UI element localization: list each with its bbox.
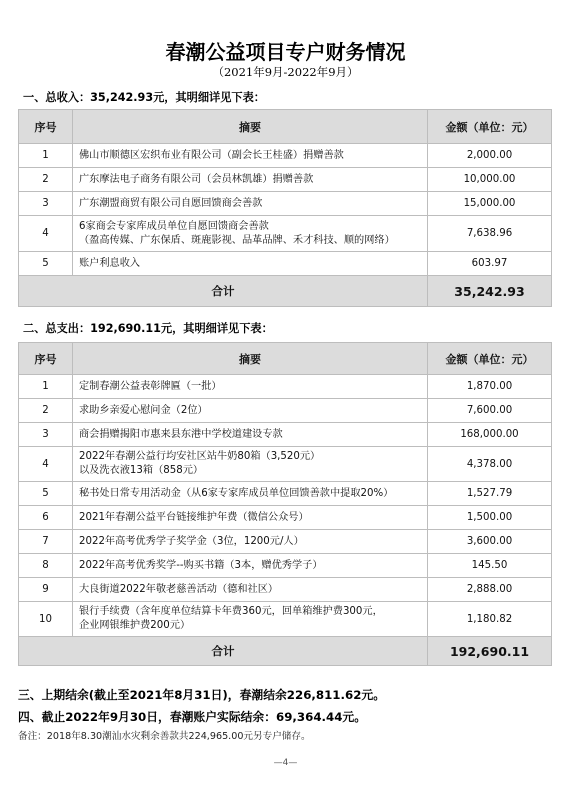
income-row-desc	[73, 192, 428, 216]
expense-row-desc	[73, 506, 428, 530]
income-heading: 一、总收入：35,242.93元，其明细详见下表：	[23, 91, 265, 104]
expense-row-no: 7	[19, 530, 73, 554]
expense-row-desc-line: 2022年高考优秀奖学--购买书籍（3本，赠优秀学子）	[79, 559, 323, 571]
expense-row	[19, 447, 552, 482]
expense-row	[19, 530, 552, 554]
expense-header-amount: 金额（单位：元）	[428, 343, 552, 375]
expense-row-no: 9	[19, 578, 73, 602]
expense-row	[19, 554, 552, 578]
income-header-desc: 摘要	[73, 110, 428, 144]
income-row	[19, 144, 552, 168]
income-header-amount: 金额（单位：元）	[428, 110, 552, 144]
footnote: 备注：2018年8.30潮汕水灾剩余善款共224,965.00元另专户储存。	[18, 731, 311, 742]
income-row-amount: 603.97	[428, 252, 552, 276]
expense-row	[19, 602, 552, 637]
income-row-desc	[73, 252, 428, 276]
expense-row-desc-line: 银行手续费（含年度单位结算卡年费360元，回单箱维护费300元，	[79, 606, 383, 617]
page-title: 春潮公益项目专户财务情况	[165, 40, 406, 64]
income-total-amount: 35,242.93	[428, 276, 552, 307]
expense-row-amount: 4,378.00	[428, 447, 552, 482]
expense-row	[19, 423, 552, 447]
expense-row-no: 1	[19, 375, 73, 399]
expense-row-desc-line: 2022年春潮公益行均安社区站牛奶80箱（3,520元）	[79, 451, 321, 462]
expense-row-desc-line: 以及洗衣液13箱（858元）	[79, 465, 204, 476]
summary-previous-balance: 三、上期结余(截止至2021年8月31日)，春潮结余226,811.62元。	[18, 688, 386, 702]
expense-row-amount: 7,600.00	[428, 399, 552, 423]
expense-row-desc-line: 大良街道2022年敬老慈善活动（德和社区）	[79, 583, 279, 595]
expense-row-no: 8	[19, 554, 73, 578]
income-row	[19, 216, 552, 252]
expense-row-amount: 1,500.00	[428, 506, 552, 530]
expense-row	[19, 506, 552, 530]
expense-row	[19, 482, 552, 506]
expense-row-desc	[73, 399, 428, 423]
expense-row-desc	[73, 530, 428, 554]
income-table	[18, 109, 552, 307]
expense-row-desc	[73, 554, 428, 578]
income-row-no: 1	[19, 144, 73, 168]
income-row-desc	[73, 216, 428, 252]
expense-header-desc: 摘要	[73, 343, 428, 375]
expense-row-amount: 1,180.82	[428, 602, 552, 637]
expense-row-no: 2	[19, 399, 73, 423]
expense-row-amount: 1,527.79	[428, 482, 552, 506]
expense-row	[19, 375, 552, 399]
expense-row-desc	[73, 447, 428, 482]
expense-row-amount: 1,870.00	[428, 375, 552, 399]
expense-row-no: 4	[19, 447, 73, 482]
income-row-desc-line: 广东潮盟商贸有限公司自愿回馈商会善款	[79, 197, 263, 209]
expense-row-desc-line: 企业网银维护费200元）	[79, 620, 191, 631]
expense-row-desc	[73, 423, 428, 447]
income-row	[19, 252, 552, 276]
income-row-desc	[73, 168, 428, 192]
expense-table	[18, 342, 552, 666]
income-row-desc-line: 佛山市顺德区宏织布业有限公司（副会长王桂盛）捐赠善款	[79, 149, 344, 161]
income-row-desc-line: 广东摩法电子商务有限公司（会员林凯雄）捐赠善款	[79, 173, 314, 185]
income-row-no: 3	[19, 192, 73, 216]
expense-row-desc-line: 2022年高考优秀学子奖学金（3位，1200元/人）	[79, 535, 304, 547]
expense-row-desc-line: 商会捐赠揭阳市惠来县东港中学校道建设专款	[79, 428, 283, 440]
income-row-desc-line: 6家商会专家库成员单位自愿回馈商会善款	[79, 220, 269, 232]
expense-row-no: 10	[19, 602, 73, 637]
expense-heading: 二、总支出：192,690.11元，其明细详见下表：	[23, 322, 273, 335]
income-row-desc-line: （盈高传媒、广东保盾、斑鹿影视、品革品牌、禾才科技、顺的网络）	[79, 234, 395, 246]
expense-total-label: 合计	[19, 637, 428, 666]
expense-row-no: 6	[19, 506, 73, 530]
income-total-label: 合计	[19, 276, 428, 307]
expense-row-amount: 2,888.00	[428, 578, 552, 602]
expense-row-desc-line: 秘书处日常专用活动金（从6家专家库成员单位回馈善款中提取20%）	[79, 487, 394, 499]
income-row	[19, 192, 552, 216]
income-row-amount: 7,638.96	[428, 216, 552, 252]
income-row-amount: 15,000.00	[428, 192, 552, 216]
income-row-no: 2	[19, 168, 73, 192]
income-header-no: 序号	[19, 110, 73, 144]
expense-row-no: 5	[19, 482, 73, 506]
expense-row	[19, 399, 552, 423]
expense-row-desc	[73, 482, 428, 506]
income-row-desc	[73, 144, 428, 168]
expense-total-amount: 192,690.11	[428, 637, 552, 666]
expense-row-desc-line: 2021年春潮公益平台链接维护年费（微信公众号）	[79, 511, 309, 523]
income-row-amount: 10,000.00	[428, 168, 552, 192]
expense-row-desc	[73, 375, 428, 399]
page-subtitle: （2021年9月-2022年9月）	[212, 65, 359, 79]
income-row-no: 5	[19, 252, 73, 276]
page-number: —4—	[273, 758, 298, 768]
expense-row-amount: 145.50	[428, 554, 552, 578]
expense-total-row	[19, 637, 552, 666]
income-row-no: 4	[19, 216, 73, 252]
income-row-desc-line: 账户利息收入	[79, 257, 141, 269]
expense-row-no: 3	[19, 423, 73, 447]
income-row-amount: 2,000.00	[428, 144, 552, 168]
expense-row	[19, 578, 552, 602]
expense-row-amount: 3,600.00	[428, 530, 552, 554]
expense-header-no: 序号	[19, 343, 73, 375]
income-row	[19, 168, 552, 192]
summary-current-balance: 四、截止2022年9月30日，春潮账户实际结余：69,364.44元。	[18, 710, 367, 724]
expense-row-desc	[73, 578, 428, 602]
income-total-row	[19, 276, 552, 307]
expense-row-desc	[73, 602, 428, 637]
expense-row-desc-line: 求助乡亲爱心慰问金（2位）	[79, 404, 208, 416]
expense-row-desc-line: 定制春潮公益表彰牌匾（一批）	[79, 380, 222, 392]
expense-row-amount: 168,000.00	[428, 423, 552, 447]
